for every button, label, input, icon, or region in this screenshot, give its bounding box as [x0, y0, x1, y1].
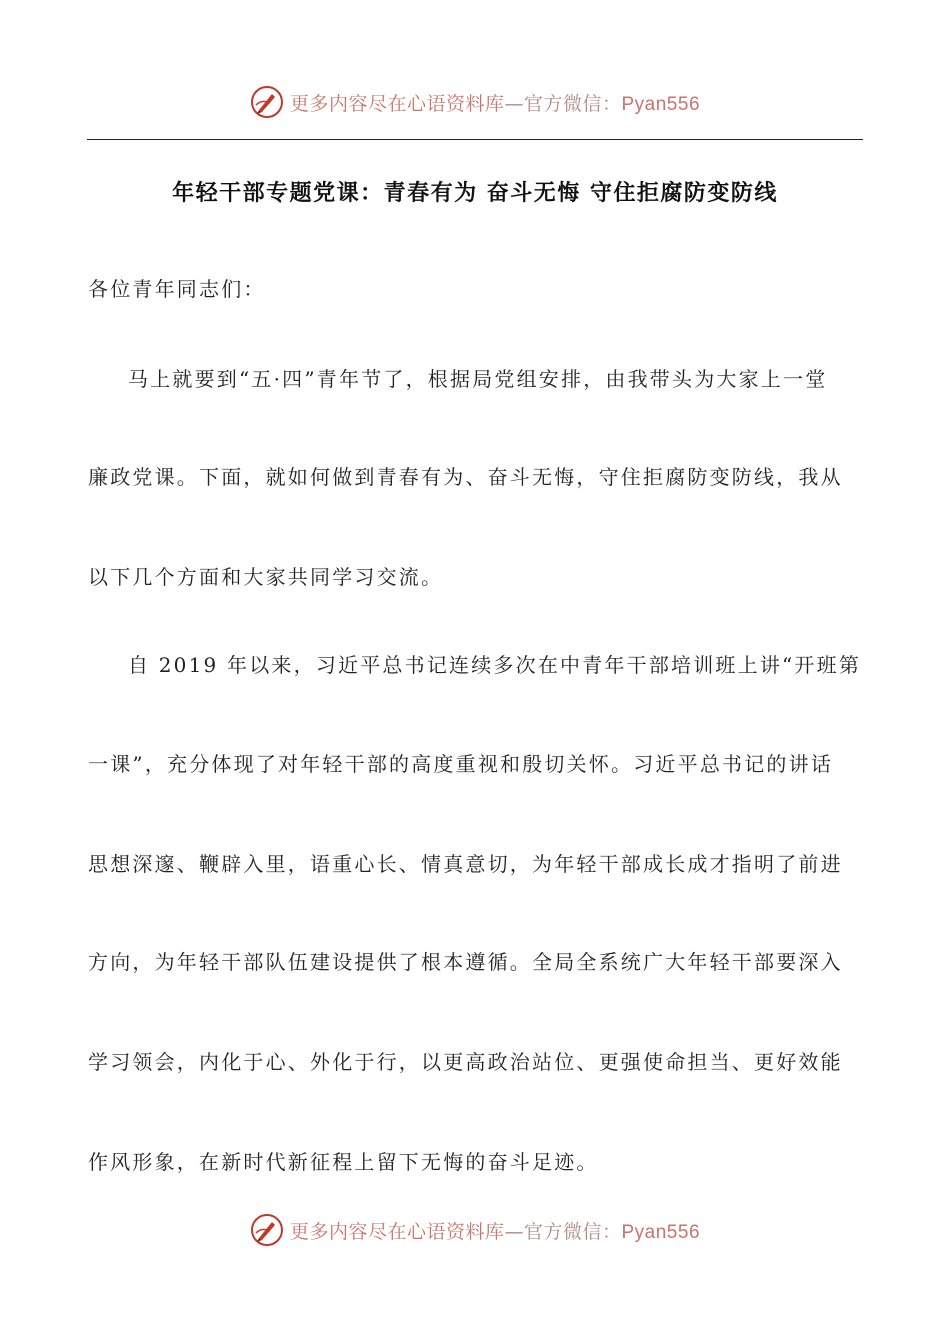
paragraph-line: 学习领会，内化于心、外化于行，以更高政治站位、更强使命担当、更好效能: [88, 1050, 843, 1074]
pen-logo-icon: [250, 1213, 284, 1247]
banner-main-text: 更多内容尽在心语资料库: [289, 92, 505, 115]
paragraph-line: 思想深邃、鞭辟入里，语重心长、情真意切，为年轻干部成长成才指明了前进: [88, 852, 843, 876]
banner-dash: —: [504, 92, 524, 115]
banner-wechat-id: Pyan556: [621, 1221, 701, 1243]
footer-banner: [0, 1208, 950, 1252]
paragraph-line: 马上就要到“五·四”青年节了，根据局党组安排，由我带头为大家上一堂: [128, 367, 828, 391]
paragraph-line: 以下几个方面和大家共同学习交流。: [88, 565, 444, 589]
paragraph-line: 自 2019 年以来，习近平总书记连续多次在中青年干部培训班上讲“开班第: [128, 653, 862, 677]
paragraph-line: 一课”，充分体现了对年轻干部的高度重视和殷切关怀。习近平总书记的讲话: [88, 752, 834, 776]
salutation: 各位青年同志们：: [88, 277, 266, 301]
banner-official-label: 官方微信：: [523, 92, 622, 115]
banner-text: [290, 89, 700, 116]
document-title: 年轻干部专题党课：青春有为 奋斗无悔 守住拒腐防变防线: [172, 181, 778, 206]
paragraph-line: 方向，为年轻干部队伍建设提供了根本遵循。全局全系统广大年轻干部要深入: [88, 950, 843, 974]
banner-official-label: 官方微信：: [523, 1220, 622, 1243]
paragraph-line: 作风形象，在新时代新征程上留下无悔的奋斗足迹。: [88, 1150, 599, 1174]
banner-text: [290, 1217, 700, 1244]
header-divider: [87, 139, 863, 140]
banner-dash: —: [504, 1220, 524, 1243]
paragraph-line: 廉政党课。下面，就如何做到青春有为、奋斗无悔，守住拒腐防变防线，我从: [88, 465, 843, 489]
banner-main-text: 更多内容尽在心语资料库: [289, 1220, 505, 1243]
pen-logo-icon: [250, 85, 284, 119]
banner-wechat-id: Pyan556: [621, 93, 701, 115]
header-banner: [0, 80, 950, 124]
